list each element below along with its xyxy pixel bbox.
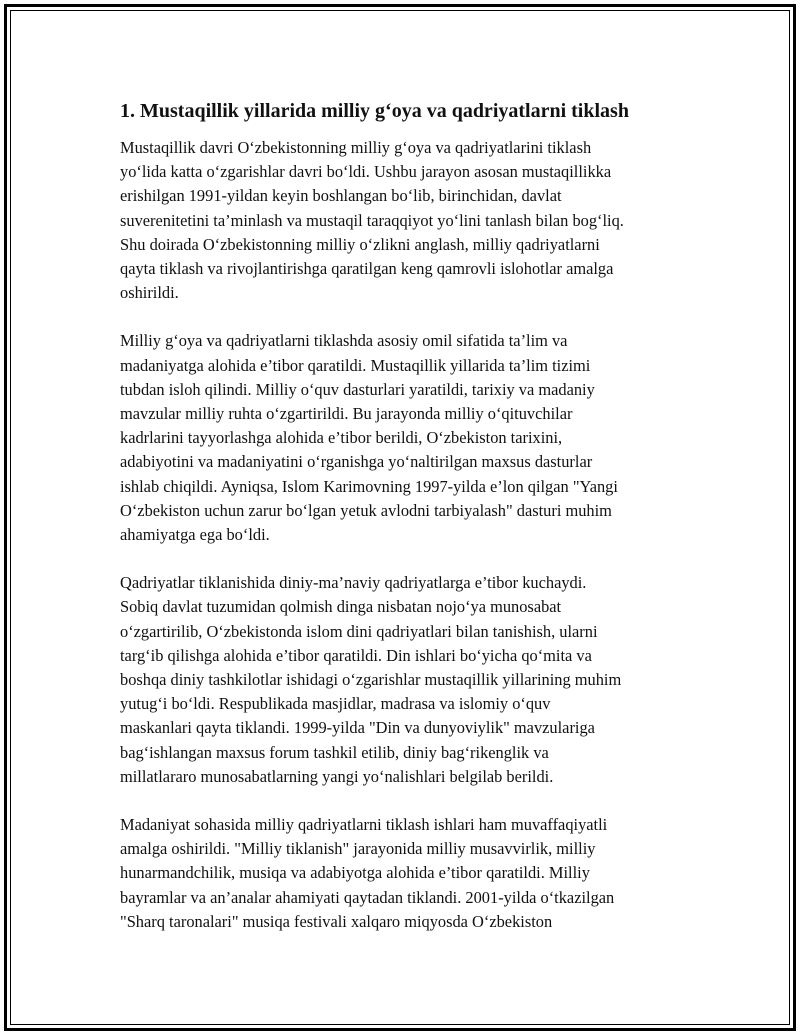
text-line: mavzular milliy ruhta o‘zgartirildi. Bu jarayonda milliy o‘qituvchilar [120,404,573,424]
text-line: "Sharq taronalari" musiqa festivali xalqaro miqyosda O‘zbekiston [120,911,553,931]
text-line: targ‘ib qilishga alohida e’tibor qaratildi. Din ishlari bo‘yicha qo‘mita va [120,645,592,665]
text-line: erishilgan 1991-yildan keyin boshlangan bo‘lib, birinchidan, davlat [120,186,562,206]
text-line: Milliy g‘oya va qadriyatlarni tiklashda asosiy omil sifatida ta’lim va [120,331,568,351]
paragraph-4 [120,813,710,934]
text-line: o‘zgartirilib, O‘zbekistonda islom dini qadriyatlari bilan tanishish, ularni [120,621,598,641]
text-line: adabiyotini va madaniyatini o‘rganishga yo‘naltirilgan maxsus dasturlar [120,452,593,472]
text-line: madaniyatga alohida e’tibor qaratildi. Mustaqillik yillarida ta’lim tizimi [120,355,591,375]
section-heading: 1. Mustaqillik yillarida milliy g‘oya va qadriyatlarni tiklash [120,100,629,122]
text-line: kadrlarini tayyorlashga alohida e’tibor berildi, O‘zbekiston tarixini, [120,428,563,448]
paragraph-1 [120,136,710,305]
text-line: Shu doirada O‘zbekistonning milliy o‘zlikni anglash, milliy qadriyatlarni [120,234,600,254]
text-line: Mustaqillik davri O‘zbekistonning milliy g‘oya va qadriyatlarini tiklash [120,138,592,157]
text-line: bayramlar va an’analar ahamiyati qaytadan tiklandi. 2001-yilda o‘tkazilgan [120,887,615,907]
document-body [120,98,710,958]
text-line: suverenitetini ta’minlash va mustaqil taraqqiyot yo‘lini tanlash bilan bog‘liq. [120,210,624,230]
text-line: millatlararo munosabatlarning yangi yo‘nalishlari belgilab berildi. [120,766,554,786]
text-line: Qadriyatlar tiklanishida diniy-ma’naviy qadriyatlarga e’tibor kuchaydi. [120,573,587,593]
text-line: maskanlari qayta tiklandi. 1999-yilda "Din va dunyoviylik" mavzulariga [120,718,595,738]
text-line: Madaniyat sohasida milliy qadriyatlarni tiklash ishlari ham muvaffaqiyatli [120,815,608,835]
text-line: ishlab chiqildi. Ayniqsa, Islom Karimovning 1997-yilda e’lon qilgan "Yangi [120,476,618,496]
paragraph-3 [120,571,710,789]
text-line: O‘zbekiston uchun zarur bo‘lgan yetuk avlodni tarbiyalash" dasturi muhim [120,500,612,520]
text-line: hunarmandchilik, musiqa va adabiyotga alohida e’tibor qaratildi. Milliy [120,863,590,883]
text-line: tubdan isloh qilindi. Milliy o‘quv dasturlari yaratildi, tarixiy va madaniy [120,379,595,399]
paragraph-2 [120,329,710,547]
text-line: amalga oshirildi. "Milliy tiklanish" jarayonida milliy musavvirlik, milliy [120,839,596,859]
text-line: oshirildi. [120,283,179,303]
text-line: ahamiyatga ega bo‘ldi. [120,525,270,545]
text-line: yutug‘i bo‘ldi. Respublikada masjidlar, madrasa va islomiy o‘quv [120,694,551,714]
text-line: qayta tiklash va rivojlantirishga qaratilgan keng qamrovli islohotlar amalga [120,259,614,279]
page-frame [4,4,796,1031]
text-line: boshqa diniy tashkilotlar ishidagi o‘zgarishlar mustaqillik yillarining muhim [120,670,622,690]
text-line: bag‘ishlangan maxsus forum tashkil etilib, diniy bag‘rikenglik va [120,742,549,762]
text-line: yo‘lida katta o‘zgarishlar davri bo‘ldi. Ushbu jarayon asosan mustaqillikka [120,162,612,182]
text-line: Sobiq davlat tuzumidan qolmish dinga nisbatan nojo‘ya munosabat [120,597,562,617]
